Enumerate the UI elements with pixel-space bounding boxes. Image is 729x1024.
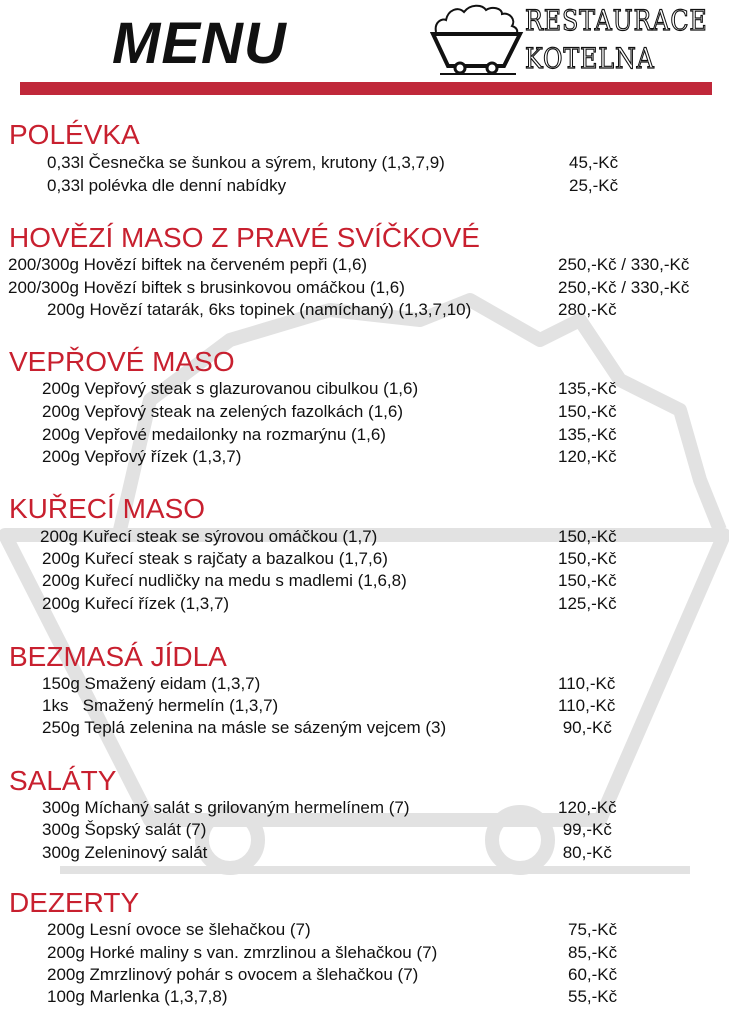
menu-item-name: 200/300g Hovězí biftek s brusinkovou omáčkou (1,6): [8, 278, 405, 297]
menu-item-name: 300g Šopský salát (7): [42, 820, 207, 839]
menu-item-price: 25,-Kč: [569, 176, 619, 195]
menu-item-name: 200g Vepřový řízek (1,3,7): [42, 447, 242, 466]
menu-item-price: 150,-Kč: [558, 571, 617, 590]
section-heading: DEZERTY: [9, 887, 140, 918]
menu-item-price: 250,-Kč / 330,-Kč: [558, 278, 690, 297]
menu-item-name: 200g Vepřové medailonky na rozmarýnu (1,6): [42, 425, 386, 444]
menu-item-name: 200g Lesní ovoce se šlehačkou (7): [47, 920, 311, 939]
menu-item-price: 150,-Kč: [558, 402, 617, 421]
section-heading: HOVĚZÍ MASO Z PRAVÉ SVÍČKOVÉ: [9, 222, 480, 253]
menu-item-name: 1ks Smažený hermelín (1,3,7): [42, 696, 279, 715]
menu-item-price: 85,-Kč: [568, 943, 618, 962]
menu-item-name: 200g Kuřecí řízek (1,3,7): [42, 594, 230, 613]
menu-item-price: 250,-Kč / 330,-Kč: [558, 255, 690, 274]
menu-item-price: 110,-Kč: [558, 696, 616, 715]
menu-item-price: 120,-Kč: [558, 447, 617, 466]
menu-item-name: 200g Vepřový steak s glazurovanou cibulkou (1,6): [42, 379, 419, 398]
section-heading: SALÁTY: [9, 765, 117, 796]
menu-item-name: 300g Zeleninový salát: [42, 843, 208, 862]
menu-item-price: 135,-Kč: [558, 379, 617, 398]
menu-item-price: 80,-Kč: [558, 843, 612, 862]
menu-item-name: 200g Kuřecí steak s rajčaty a bazalkou (1,7,6): [42, 549, 388, 568]
menu-item-name: 200g Horké maliny s van. zmrzlinou a šlehačkou (7): [47, 943, 438, 962]
menu-item-name: 200g Vepřový steak na zelených fazolkách (1,6): [42, 402, 403, 421]
menu-item-name: 200g Kuřecí nudličky na medu s madlemi (1,6,8): [42, 571, 407, 590]
menu-item-name: 200g Hovězí tatarák, 6ks topinek (namíchaný) (1,3,7,10): [47, 300, 472, 319]
menu-item-price: 99,-Kč: [558, 820, 612, 839]
menu-item-price: 45,-Kč: [569, 153, 619, 172]
menu-item-price: 75,-Kč: [568, 920, 618, 939]
menu-item-price: 150,-Kč: [558, 549, 617, 568]
menu-item-name: 150g Smažený eidam (1,3,7): [42, 674, 261, 693]
menu-item-price: 125,-Kč: [558, 594, 617, 613]
section-heading: POLÉVKA: [9, 119, 140, 150]
menu-item-name: 200/300g Hovězí biftek na červeném pepři (1,6): [8, 255, 368, 274]
section-heading: VEPŘOVÉ MASO: [9, 346, 235, 377]
menu-item-name: 250g Teplá zelenina na másle se sázeným vejcem (3): [42, 718, 447, 737]
menu-item-name: 0,33l Česnečka se šunkou a sýrem, krutony (1,3,7,9): [47, 153, 445, 172]
menu-title: MENU: [112, 11, 287, 76]
section-heading: KUŘECÍ MASO: [9, 493, 206, 524]
logo-text-line1: RESTAURACE: [525, 4, 708, 37]
menu-item-name: 200g Zmrzlinový pohár s ovocem a šlehačkou (7): [47, 965, 419, 984]
menu-item-price: 135,-Kč: [558, 425, 617, 444]
menu-item-name: 0,33l polévka dle denní nabídky: [47, 176, 287, 195]
menu-item-price: 60,-Kč: [568, 965, 618, 984]
menu-item-name: 200g Kuřecí steak se sýrovou omáčkou (1,7): [40, 527, 378, 546]
logo-text-line2: KOTELNA: [525, 42, 655, 75]
menu-item-price: 90,-Kč: [558, 718, 612, 737]
menu-item-name: 100g Marlenka (1,3,7,8): [47, 987, 228, 1006]
header-divider: [20, 82, 712, 95]
menu-item-price: 280,-Kč: [558, 300, 617, 319]
section-heading: BEZMASÁ JÍDLA: [9, 641, 227, 672]
menu-item-price: 55,-Kč: [568, 987, 618, 1006]
menu-item-price: 120,-Kč: [558, 798, 617, 817]
menu-item-price: 150,-Kč: [558, 527, 617, 546]
mine-cart-logo-icon: [430, 2, 525, 77]
menu-item-name: 300g Míchaný salát s grilovaným hermelínem (7): [42, 798, 410, 817]
menu-item-price: 110,-Kč: [558, 674, 616, 693]
